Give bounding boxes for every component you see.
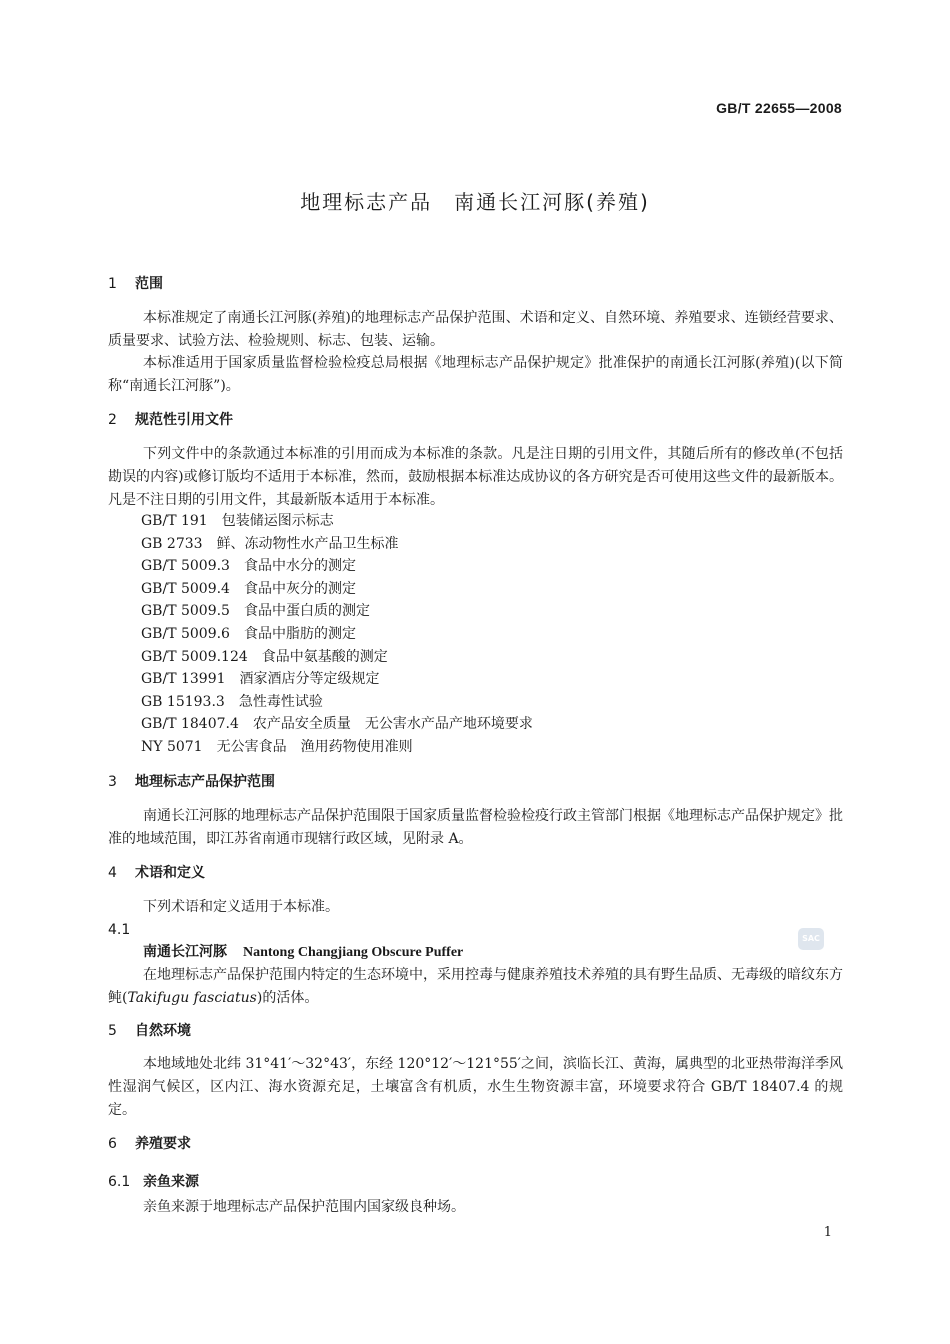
term-english: Nantong Changjiang Obscure Puffer [243,945,464,960]
reference-item [141,578,841,601]
section-number: 3 [108,774,117,790]
subsection-4-1-number: 4.1 [108,922,131,938]
reference-title: 酒家酒店分等定级规定 [239,671,380,688]
reference-item [141,555,841,578]
subsection-title: 亲鱼来源 [143,1174,199,1190]
reference-code: GB/T 13991 [141,671,226,688]
section-5-heading [108,1020,843,1042]
reference-title: 食品中氨基酸的测定 [261,648,388,665]
section-number: 2 [108,412,117,428]
reference-code: GB 15193.3 [141,693,225,710]
reference-code: GB/T 191 [141,513,208,529]
section-4-heading [108,862,843,884]
section-1-paragraph-2: 本标准适用于国家质量监督检验检疫总局根据《地理标志产品保护规定》批准保护的南通长江河豚(养殖)(以下简称“南通长江河豚”)。 [108,355,843,394]
sac-watermark-logo: SAC [798,928,824,950]
standard-number: GB/T 22655—2008 [716,100,842,116]
reference-code: GB/T 5009.6 [141,625,230,642]
section-1-paragraph-1: 本标准规定了南通长江河豚(养殖)的地理标志产品保护范围、术语和定义、自然环境、养殖要求、连锁经营要求、质量要求、试验方法、检验规则、标志、包装、运输。 [108,310,843,349]
reference-title: 无公害食品 渔用药物使用准则 [216,738,413,755]
section-6-heading [108,1133,843,1155]
section-1-heading [108,273,843,295]
reference-code: GB/T 5009.124 [141,648,248,665]
section-title: 地理标志产品保护范围 [135,774,275,790]
subsection-6-1-heading [108,1171,843,1193]
reference-code: NY 5071 [141,738,203,755]
reference-item [141,668,841,691]
section-number: 5 [108,1023,117,1039]
section-title: 自然环境 [135,1023,191,1039]
section-title: 规范性引用文件 [135,412,233,428]
term-chinese: 南通长江河豚 [143,944,227,960]
reference-item [141,736,841,759]
section-number: 6 [108,1136,117,1152]
reference-item [141,510,841,533]
reference-code: GB/T 5009.5 [141,603,230,620]
reference-title: 急性毒性试验 [238,693,323,710]
section-title: 术语和定义 [135,865,205,881]
section-2-paragraph-1: 下列文件中的条款通过本标准的引用而成为本标准的条款。凡是注日期的引用文件，其随后所有的修改单(不包括勘误的内容)或修订版均不适用于本标准，然而，鼓励根据本标准达成协议的各方研究是否可使用这些文件的最新版本。凡是不注日期的引用文件，其最新版本适用于本标准。 [108,446,843,508]
reference-code: GB/T 18407.4 [141,716,239,733]
term-entry [108,941,878,964]
normative-reference-list [141,510,841,759]
reference-item [141,600,841,623]
reference-code: GB 2733 [141,535,203,552]
section-4-paragraph-1: 下列术语和定义适用于本标准。 [143,899,339,915]
reference-item [141,691,841,714]
section-5-paragraph-1: 本地域地处北纬 31°41′～32°43′，东经 120°12′～121°55′之间，滨临长江、黄海，属典型的北亚热带海洋季风性湿润气候区，区内江、海水资源充足，土壤富含有机质，水生生物资源丰富，环境要求符合 GB/T 18407.4 的规定。 [108,1056,843,1118]
reference-item [141,533,841,556]
term-definition [108,964,843,1010]
reference-title: 食品中灰分的测定 [243,580,356,597]
reference-title: 食品中水分的测定 [243,558,356,575]
reference-title: 农产品安全质量 无公害水产品产地环境要求 [252,716,533,733]
section-title: 养殖要求 [135,1136,191,1152]
latin-name: Takifugu fasciatus [127,990,257,1006]
reference-code: GB/T 5009.3 [141,558,230,575]
section-number: 4 [108,865,117,881]
reference-title: 鲜、冻动物性水产品卫生标准 [216,535,399,552]
reference-title: 食品中蛋白质的测定 [243,603,370,620]
section-number: 1 [108,276,117,292]
section-3-paragraph-1: 南通长江河豚的地理标志产品保护范围限于国家质量监督检验检疫行政主管部门根据《地理标志产品保护规定》批准的地域范围，即江苏省南通市现辖行政区域，见附录 A。 [108,808,843,847]
reference-title: 包装储运图示标志 [221,513,334,529]
reference-code: GB/T 5009.4 [141,580,230,597]
definition-text: 在地理标志产品保护范围内特定的生态环境中，采用控毒与健康养殖技术养殖的具有野生品质、无毒级的暗纹东方鲀( [108,967,843,1006]
document-title: 地理标志产品 南通长江河豚(养殖) [300,190,650,214]
reference-item [141,646,841,669]
section-2-heading [108,409,843,431]
reference-item [141,713,841,736]
reference-item [141,623,841,646]
section-title: 范围 [135,276,163,292]
page-number: 1 [823,1225,832,1240]
section-3-heading [108,771,843,793]
subsection-number: 6.1 [108,1174,131,1190]
definition-text-end: )的活体。 [256,990,319,1006]
section-6-paragraph-1: 亲鱼来源于地理标志产品保护范围内国家级良种场。 [143,1199,465,1215]
reference-title: 食品中脂肪的测定 [243,625,356,642]
